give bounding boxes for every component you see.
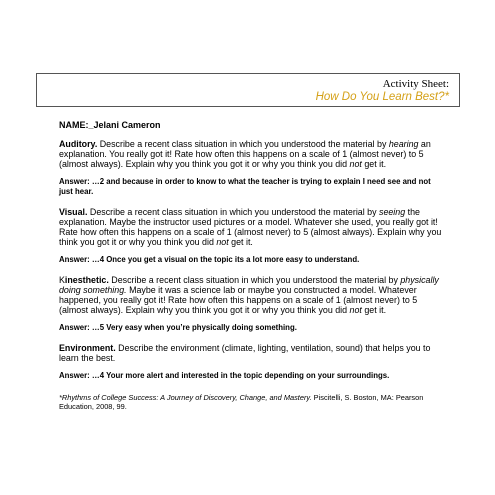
worksheet-body: [59, 120, 444, 418]
auditory-emphasis-1: hearing: [388, 139, 419, 149]
auditory-answer: Answer: …2 and because in order to know to what the teacher is trying to explain I need see and not just hear.: [59, 177, 431, 196]
environment-text-1: Describe the environment (climate, lighting, ventilation, sound) that helps you to learn the best.: [59, 343, 431, 363]
environment-question: [59, 343, 444, 363]
header-subtitle: How Do You Learn Best?*: [315, 91, 449, 103]
header-title: Activity Sheet:: [382, 78, 449, 90]
auditory-text-2: an explanation. You really got it! Rate how often this happens on a scale of 1 (almost never) to 5 (almost always). Explain why you think you got it or why you think you did: [59, 139, 431, 169]
footnote-publication: Piscitelli, S. Boston, MA: Pearson Education, 2008, 99.: [59, 393, 424, 411]
auditory-heading: Auditory.: [59, 139, 98, 149]
kinesthetic-emphasis-2: not: [349, 305, 362, 315]
visual-text-2: the explanation. Maybe the instructor used pictures or a model. Whatever she used, you really got it! Rate how often this happens on a scale of 1 (almost never) to 5 (almost always). Explain why you think you got it or why you think you did: [59, 207, 442, 247]
kinesthetic-text-3: get it.: [361, 305, 387, 315]
name-label: NAME:_: [59, 120, 94, 130]
visual-question: [59, 207, 444, 247]
visual-emphasis-1: seeing: [379, 207, 406, 217]
environment-heading: Environment.: [59, 343, 116, 353]
kinesthetic-emphasis-1: physically doing something.: [59, 275, 439, 295]
visual-text-1: Describe a recent class situation in which you understood the material by: [87, 207, 379, 217]
kinesthetic-question: [59, 275, 444, 315]
footnote-citation: [59, 393, 444, 411]
visual-answer: Answer: …4 Once you get a visual on the topic its a lot more easy to understand.: [59, 255, 360, 264]
activity-sheet-header: [36, 73, 460, 107]
kinesthetic-answer: Answer: …5 Very easy when you’re physically doing something.: [59, 323, 297, 332]
auditory-text-1: Describe a recent class situation in which you understood the material by: [97, 139, 389, 149]
footnote-book-title: *Rhythms of College Success: A Journey of Discovery, Change, and Mastery.: [59, 393, 312, 402]
student-name: Jelani Cameron: [93, 120, 161, 130]
environment-answer: Answer: …4 Your more alert and interested in the topic depending on your surroundings.: [59, 371, 390, 380]
name-line: [59, 120, 444, 130]
kinesthetic-heading-first: K: [59, 275, 65, 285]
auditory-text-3: get it.: [361, 159, 387, 169]
visual-emphasis-2: not: [216, 237, 229, 247]
kinesthetic-text-1: Describe a recent class situation in which you understood the material by: [108, 275, 401, 285]
kinesthetic-heading: inesthetic.: [64, 275, 109, 285]
visual-heading: Visual.: [59, 207, 88, 217]
auditory-question: [59, 139, 444, 169]
auditory-emphasis-2: not: [349, 159, 362, 169]
visual-text-3: get it.: [228, 237, 253, 247]
kinesthetic-text-2: Maybe it was a science lab or maybe you constructed a model. Whatever happened, you really got it! Rate how often this happens on a scale of 1 (almost never) to 5 (almost always). Explain why you think you got it or why you think you did: [59, 285, 418, 315]
